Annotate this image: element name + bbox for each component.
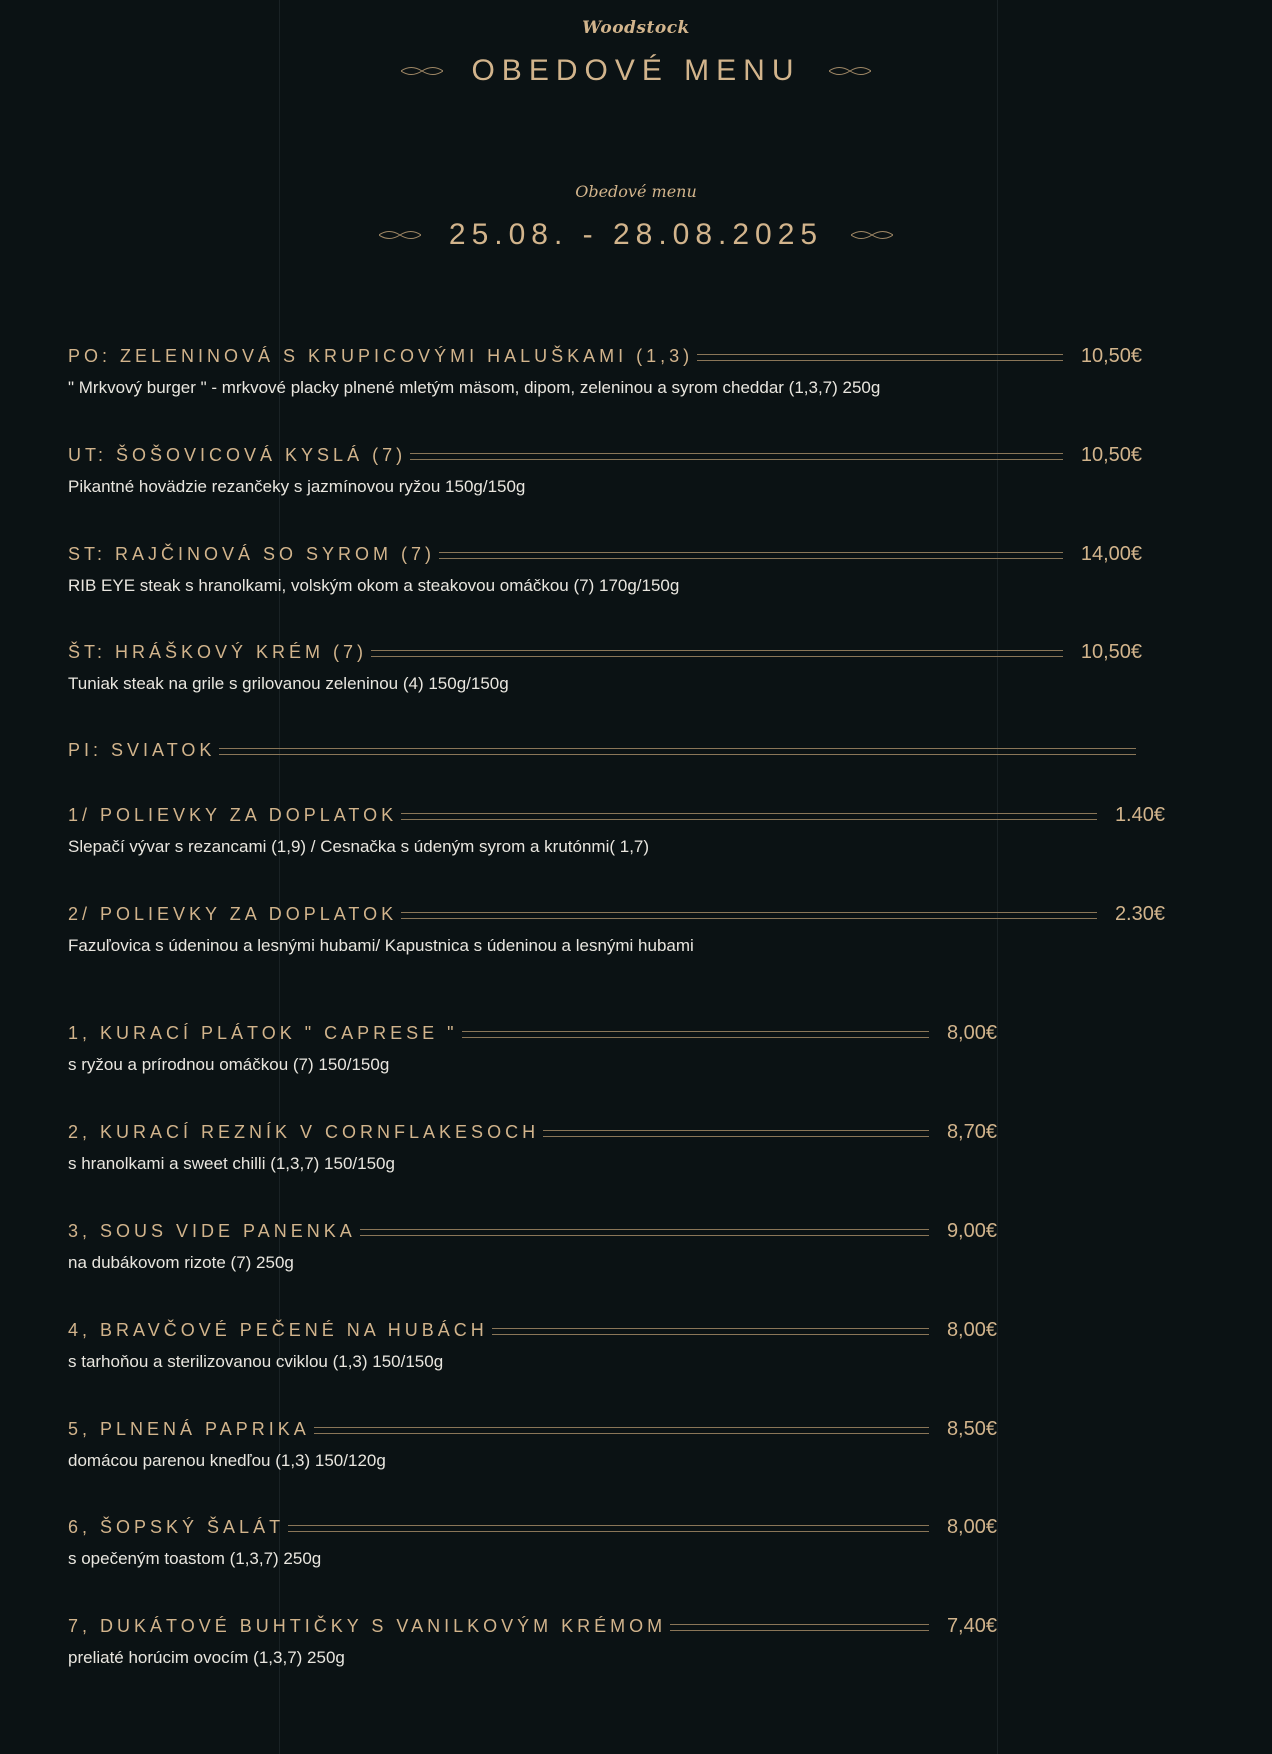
page-title-text: OBEDOVÉ MENU (471, 54, 801, 87)
item-description: domácou parenou knedľou (1,3) 150/120g (68, 1451, 386, 1470)
item-name: PI: SVIATOK (68, 739, 216, 760)
item-name: PO: ZELENINOVÁ S KRUPICOVÝMI HALUŠKAMI (1,3) (68, 345, 694, 366)
column-guide-left (279, 0, 280, 1754)
menu-item-monday (68, 343, 1142, 369)
leader-line (219, 748, 1136, 755)
brand-name: Woodstock (582, 18, 690, 38)
item-description: Fazuľovica s údeninou a lesnými hubami/ Kapustnica s údeninou a lesnými hubami (68, 936, 694, 955)
item-description: s opečeným toastom (1,3,7) 250g (68, 1549, 322, 1568)
item-name: 5, PLNENÁ PAPRIKA (68, 1418, 310, 1439)
item-name: ST: RAJČINOVÁ SO SYROM (7) (68, 543, 436, 564)
item-name: 3, SOUS VIDE PANENKA (68, 1220, 356, 1241)
leader-line (401, 912, 1097, 919)
item-price: 8,00€ (946, 1318, 997, 1341)
item-price: 8,00€ (946, 1515, 997, 1538)
menu-item-main-5 (68, 1416, 997, 1442)
column-guide-right (997, 0, 998, 1754)
item-price: 9,00€ (946, 1219, 997, 1242)
menu-item-tuesday (68, 442, 1142, 468)
item-description: na dubákovom rizote (7) 250g (68, 1253, 294, 1272)
leader-line (288, 1525, 929, 1532)
leader-line (314, 1427, 929, 1434)
item-description: RIB EYE steak s hranolkami, volským okom a steakovou omáčkou (7) 170g/150g (68, 576, 680, 595)
leader-line (360, 1229, 929, 1236)
item-name: UT: ŠOŠOVICOVÁ KYSLÁ (7) (68, 444, 407, 465)
date-range (0, 218, 1272, 252)
item-description: " Mrkvový burger " - mrkvové placky plnené mletým mäsom, dipom, zeleninou a syrom cheddar (1,3,7) 250g (68, 378, 881, 397)
item-name: 1/ POLIEVKY ZA DOPLATOK (68, 804, 398, 825)
item-price: 1.40€ (1114, 803, 1165, 826)
item-price: 7,40€ (946, 1614, 997, 1637)
leader-line (410, 453, 1063, 460)
item-price: 8,00€ (946, 1021, 997, 1044)
item-price: 10,50€ (1080, 640, 1142, 663)
item-name: ŠT: HRÁŠKOVÝ KRÉM (7) (68, 641, 368, 662)
menu-subtitle: Obedové menu (575, 182, 697, 201)
menu-item-main-6 (68, 1514, 997, 1540)
menu-item-main-3 (68, 1218, 997, 1244)
item-description: Pikantné hovädzie rezančeky s jazmínovou ryžou 150g/150g (68, 477, 526, 496)
item-price: 10,50€ (1080, 443, 1142, 466)
date-range-text: 25.08. - 28.08.2025 (448, 218, 824, 251)
menu-item-main-1 (68, 1020, 997, 1046)
leader-line (371, 650, 1063, 657)
item-name: 4, BRAVČOVÉ PEČENÉ NA HUBÁCH (68, 1319, 488, 1340)
menu-item-soup-2 (68, 901, 1165, 927)
item-name: 6, ŠOPSKÝ ŠALÁT (68, 1516, 285, 1537)
item-name: 2/ POLIEVKY ZA DOPLATOK (68, 903, 398, 924)
item-description: s tarhoňou a sterilizovanou cviklou (1,3) 150/150g (68, 1352, 444, 1371)
item-description: Slepačí vývar s rezancami (1,9) / Cesnačka s údeným syrom a krutónmi( 1,7) (68, 837, 650, 856)
menu-item-wednesday (68, 541, 1142, 567)
ornament-left-icon (401, 64, 443, 78)
ornament-left-icon (379, 228, 421, 242)
ornament-right-icon (851, 228, 893, 242)
leader-line (462, 1031, 929, 1038)
menu-item-soup-1 (68, 802, 1165, 828)
menu-item-thursday (68, 639, 1142, 665)
page-title (0, 54, 1272, 88)
leader-line (401, 813, 1097, 820)
item-name: 2, KURACÍ REZNÍK V CORNFLAKESOCH (68, 1121, 540, 1142)
leader-line (670, 1624, 929, 1631)
item-price: 2.30€ (1114, 902, 1165, 925)
leader-line (492, 1328, 929, 1335)
item-price: 8,50€ (946, 1417, 997, 1440)
item-price: 8,70€ (946, 1120, 997, 1143)
ornament-right-icon (829, 64, 871, 78)
menu-item-main-2 (68, 1119, 997, 1145)
item-price: 14,00€ (1080, 542, 1142, 565)
item-description: s hranolkami a sweet chilli (1,3,7) 150/150g (68, 1154, 395, 1173)
menu-item-friday (68, 737, 1142, 763)
leader-line (439, 552, 1063, 559)
menu-item-main-4 (68, 1317, 997, 1343)
item-description: s ryžou a prírodnou omáčkou (7) 150/150g (68, 1055, 390, 1074)
leader-line (697, 354, 1063, 361)
item-name: 1, KURACÍ PLÁTOK " CAPRESE " (68, 1022, 458, 1043)
menu-item-main-7 (68, 1613, 997, 1639)
item-name: 7, DUKÁTOVÉ BUHTIČKY S VANILKOVÝM KRÉMOM (68, 1615, 667, 1636)
item-description: Tuniak steak na grile s grilovanou zeleninou (4) 150g/150g (68, 674, 509, 693)
item-price: 10,50€ (1080, 344, 1142, 367)
item-description: preliaté horúcim ovocím (1,3,7) 250g (68, 1648, 345, 1667)
leader-line (543, 1130, 929, 1137)
